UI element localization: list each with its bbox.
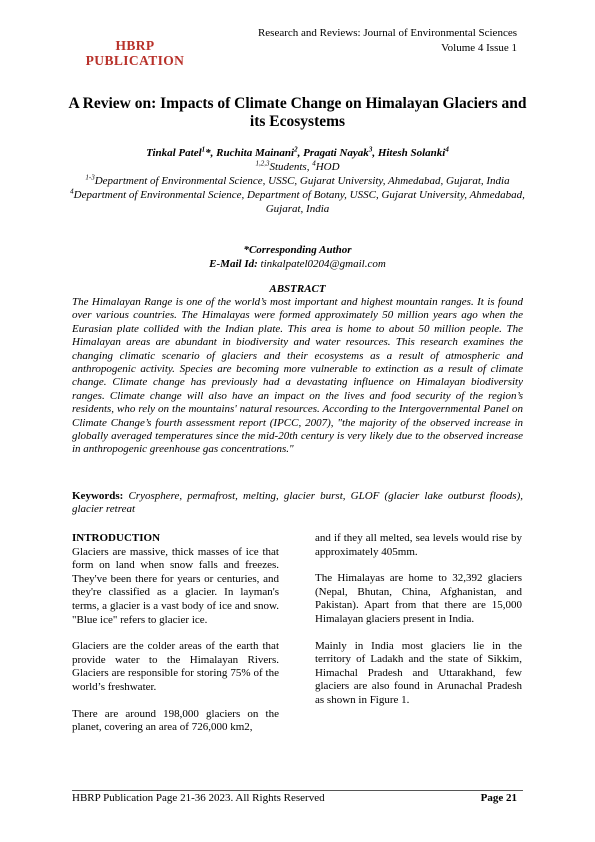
body-paragraph: Glaciers are massive, thick masses of ice that form on land when snow falls and freezes. They've been there for years or centuries, and they're classified as a glacier. In layman's terms, a glacier is a vast body of ice and snow. "Blue ice" refers to glacier ice. bbox=[72, 545, 279, 626]
roles-text: Students, bbox=[269, 161, 313, 173]
body-paragraph: There are around 198,000 glaciers on the planet, covering an area of 726,000 km2, bbox=[72, 707, 279, 734]
keywords bbox=[72, 490, 523, 517]
author-sep: , bbox=[210, 147, 217, 159]
footer-page-number: Page 21 bbox=[480, 792, 517, 804]
affiliation-1 bbox=[70, 174, 525, 188]
footer-copyright: HBRP Publication Page 21-36 2023. All Rights Reserved bbox=[72, 792, 325, 804]
author-name: Pragati Nayak bbox=[303, 147, 369, 159]
roles-sup: 1,2,3 bbox=[255, 159, 270, 168]
logo-line-2: PUBLICATION bbox=[85, 53, 185, 68]
email-line bbox=[70, 257, 525, 271]
affiliation-sup: 4 bbox=[70, 187, 74, 196]
journal-header bbox=[258, 26, 517, 56]
author-block bbox=[70, 146, 525, 216]
publisher-logo bbox=[80, 38, 190, 68]
author-sep: , bbox=[297, 147, 304, 159]
roles-sup: 4 bbox=[312, 159, 316, 168]
author-name: Hitesh Solanki bbox=[377, 147, 446, 159]
author-roles bbox=[70, 160, 525, 174]
body-paragraph: and if they all melted, sea levels would rise by approximately 405mm. bbox=[315, 532, 522, 558]
author-name: Tinkal Patel bbox=[146, 147, 202, 159]
author-names bbox=[70, 146, 525, 160]
body-paragraph: Mainly in India most glaciers lie in the territory of Ladakh and the state of Sikkim, Himachal Pradesh and Uttarakhand, few glaciers are also found in Arunachal Pradesh as shown in Figure 1. bbox=[315, 639, 522, 706]
keywords-text: Cryosphere, permafrost, melting, glacier burst, GLOF (glacier lake outburst floods), glacier retreat bbox=[72, 490, 523, 516]
journal-volume: Volume 4 Issue 1 bbox=[441, 42, 517, 54]
roles-text: HOD bbox=[315, 161, 340, 173]
logo-line-1: HBRP bbox=[115, 38, 155, 53]
paper-title: A Review on: Impacts of Climate Change on Himalayan Glaciers and its Ecosystems bbox=[68, 95, 527, 130]
abstract-heading: ABSTRACT bbox=[269, 283, 326, 295]
author-mark: * bbox=[205, 147, 211, 159]
affiliation-sup: 1-3 bbox=[85, 173, 95, 182]
right-column bbox=[315, 532, 522, 721]
author-sep: , bbox=[372, 147, 378, 159]
abstract-text: The Himalayan Range is one of the world’s most important and highest mountain ranges. It is found over various countries. The Himalayas were formed approximately 50 million years ago when the Eurasian plate collided with the Indian plate. This area is home to about 50 million people. The Himalayan areas are abundant in biodiversity and water resources. This research examines the changing climatic scenario of glaciers and their ecosystems as a result of atmospheric and anthropogenic activity. Species are becoming more vulnerable to extinction as a result of climate change. Climate change has previously had a devastating influence on Himalayan biodiversity ranges. Climate change will also have an impact on the lives and food security of the region’s residents, who rely on the mountains' natural resources. According to the Intergovernmental Panel on Climate Change’s fourth assessment report (IPCC, 2007), "the majority of the observed increase in globally averaged temperatures since the mid-20th century is very likely due to the observed increase in anthropogenic greenhouse gas concentrations." bbox=[72, 296, 523, 456]
journal-name: Research and Reviews: Journal of Environmental Sciences bbox=[257, 27, 517, 39]
corresponding-label: *Corresponding Author bbox=[243, 244, 352, 256]
author-name: Ruchita Mainani bbox=[216, 147, 295, 159]
affiliation-text: Department of Environmental Science, Department of Botany, USSC, Gujarat University, Ahmedabad, Gujarat, India bbox=[73, 189, 525, 215]
footer-divider bbox=[72, 790, 523, 791]
affiliation-text: Department of Environmental Science, USSC, Gujarat University, Ahmedabad, Gujarat, India bbox=[94, 175, 510, 187]
author-sup: 4 bbox=[445, 145, 449, 154]
keywords-label: Keywords: bbox=[72, 490, 124, 502]
corresponding-author bbox=[70, 243, 525, 271]
affiliation-2 bbox=[70, 188, 525, 216]
left-column bbox=[72, 532, 279, 748]
body-paragraph: The Himalayas are home to 32,392 glaciers (Nepal, Bhutan, China, Afghanistan, and Pakistan). Apart from that there are 15,000 Himalayan glaciers present in India. bbox=[315, 572, 522, 625]
body-paragraph: Glaciers are the colder areas of the earth that provide water to the Himalayan Rivers. Glaciers are responsible for storing 75% of the world’s freshwater. bbox=[72, 640, 279, 693]
author-sup: 1 bbox=[201, 145, 206, 154]
email-label: E-Mail Id: bbox=[209, 258, 258, 270]
author-sup: 2 bbox=[294, 145, 298, 154]
section-heading: INTRODUCTION bbox=[72, 532, 161, 544]
author-sup: 3 bbox=[368, 145, 373, 154]
email-address[interactable]: tinkalpatel0204@gmail.com bbox=[260, 258, 386, 270]
